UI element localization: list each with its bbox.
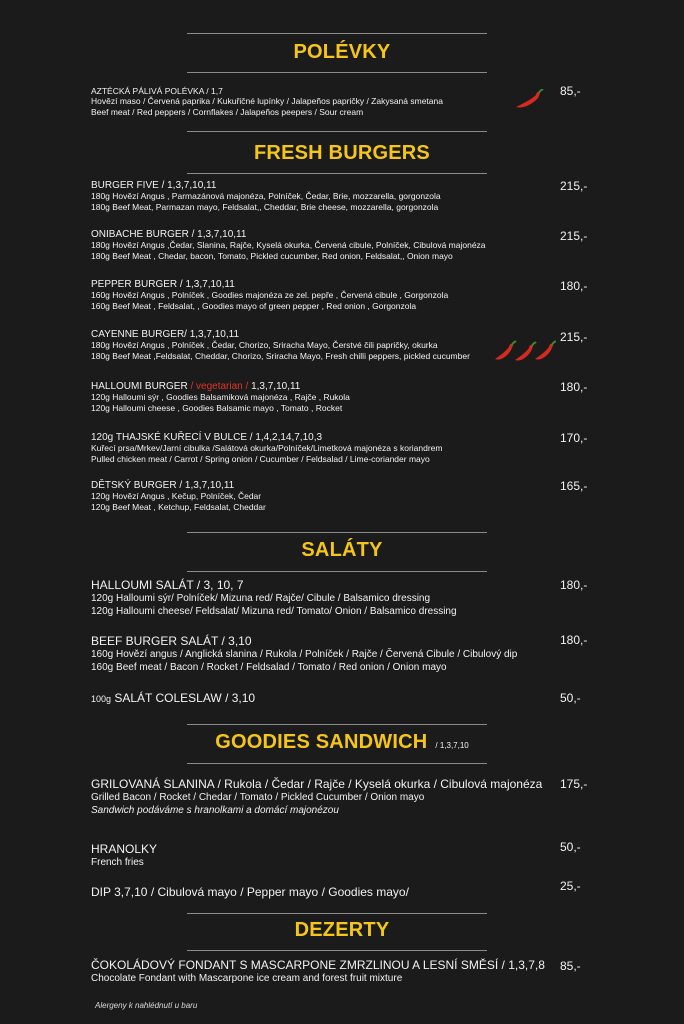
divider — [187, 72, 487, 73]
item-name: DIP 3,7,10 / Cibulová mayo / Pepper mayo / Goodies mayo/ — [91, 885, 409, 899]
menu-item — [91, 842, 551, 869]
menu-item — [91, 480, 551, 513]
item-name: ONIBACHE BURGER / 1,3,7,10,11 — [91, 229, 247, 240]
item-price: 85,- — [560, 84, 581, 98]
item-desc-en: Beef meat / Red peppers / Cornflakes / Jalapeños peepers / Sour cream — [91, 107, 364, 117]
three-chili-peppers-icon — [494, 340, 556, 366]
item-name-text: HALLOUMI BURGER — [91, 381, 188, 392]
item-name: BURGER FIVE / 1,3,7,10,11 — [91, 180, 217, 191]
menu-item — [91, 381, 551, 414]
section-allergens: / 1,3,7,10 — [435, 741, 469, 750]
section-title-burgers: FRESH BURGERS — [254, 142, 430, 164]
menu-item — [91, 279, 551, 312]
item-desc-cz: 120g Halloumi sýr/ Polníček/ Mizuna red/ Rajče/ Cibule / Balsamico dressing — [91, 593, 431, 604]
chili-pepper-icon — [514, 89, 544, 113]
menu-item — [91, 329, 551, 362]
item-price: 50,- — [560, 840, 581, 854]
item-desc-en: French fries — [91, 857, 144, 868]
item-desc-cz: Kuřecí prsa/Mrkev/Jarní cibulka /Salátová okurka/Polníček/Limetková majonéza s koriandrem — [91, 443, 443, 453]
divider — [187, 131, 487, 132]
section-title-text: GOODIES SANDWICH — [215, 731, 428, 753]
item-name: 120g THAJSKÉ KUŘECÍ V BULCE / 1,4,2,14,7,10,3 — [91, 432, 323, 443]
item-name: DĚTSKÝ BURGER / 1,3,7,10,11 — [91, 480, 235, 491]
item-desc-en: Grilled Bacon / Rocket / Chedar / Tomato / Pickled Cucumber / Onion mayo — [91, 792, 425, 803]
item-name-text: SALÁT COLESLAW / 3,10 — [111, 691, 256, 705]
item-desc-en: 120g Halloumi cheese , Goodies Balsamic mayo , Tomato , Rocket — [91, 403, 343, 413]
item-price: 165,- — [560, 479, 588, 493]
item-desc-en: 180g Beef Meat ,Feldsalat, Cheddar, Chorizo, Sriracha Mayo, Fresh chilli peppers, pickled cucumber — [91, 351, 470, 361]
menu-item — [91, 777, 551, 817]
divider — [187, 913, 487, 914]
item-note: Sandwich podáváme s hranolkami a domácí majonézou — [91, 805, 339, 816]
item-desc-cz: 120g Hovězí Angus , Kečup, Polníček, Čedar — [91, 491, 262, 501]
item-price: 85,- — [560, 959, 581, 973]
item-desc-cz: 120g Halloumi sýr , Goodies Balsamiková majonéza , Rajče , Rukola — [91, 392, 350, 402]
item-price: 175,- — [560, 777, 588, 791]
item-price: 180,- — [560, 578, 588, 592]
item-name — [91, 381, 551, 392]
item-desc-cz: 160g Hovězí angus / Anglická slanina / Rukola / Polníček / Rajče / Červená Cibule / Cibulový dip — [91, 649, 518, 660]
item-desc-en: 120g Beef Meat , Ketchup, Feldsalat, Cheddar — [91, 502, 266, 512]
section-title-salaty: SALÁTY — [301, 539, 383, 561]
item-name: HRANOLKY — [91, 842, 158, 856]
menu-item — [91, 578, 551, 618]
menu-item — [91, 86, 551, 118]
item-name: ČOKOLÁDOVÝ FONDANT S MASCARPONE ZMRZLINOU A LESNÍ SMĚSÍ / 1,3,7,8 — [91, 958, 545, 972]
item-desc-cz: Hovězí maso / Červená paprika / Kukuřičné lupínky / Jalapeños papričky / Zakysaná smetana — [91, 96, 443, 106]
item-name: GRILOVANÁ SLANINA / Rukola / Čedar / Rajče / Kyselá okurka / Cibulová majonéza — [91, 777, 543, 791]
item-allergens: 1,3,7,10,11 — [251, 381, 301, 392]
item-desc-cz: 180g Hovězí Angus , Polníček , Čedar, Chorizo, Sriracha Mayo, Čerstvé čili papričky, okurka — [91, 340, 438, 350]
section-title-polevky: POLÉVKY — [293, 41, 391, 63]
item-desc-cz: 180g Hovězí Angus , Parmazánová majonéza, Polníček, Čedar, Brie, mozzarella, gorgonzola — [91, 191, 441, 201]
item-desc-en: 120g Halloumi cheese/ Feldsalat/ Mizuna red/ Tomato/ Onion / Balsamico dressing — [91, 606, 457, 617]
item-desc-en: 180g Beef Meat , Chedar, bacon, Tomato, Pickled cucumber, Red onion, Feldsalat,, Onion mayo — [91, 251, 453, 261]
item-name — [91, 691, 551, 705]
section-title-sandwich — [0, 731, 684, 754]
item-name: AZTÉCKÁ PÁLIVÁ POLÉVKA / 1,7 — [91, 86, 223, 96]
divider — [187, 173, 487, 174]
divider — [187, 950, 487, 951]
item-name: HALLOUMI SALÁT / 3, 10, 7 — [91, 578, 244, 592]
item-name: CAYENNE BURGER/ 1,3,7,10,11 — [91, 329, 240, 340]
menu-item — [91, 958, 551, 985]
allergen-footer-note: Alergeny k nahlédnutí u baru — [95, 1001, 198, 1010]
item-price: 215,- — [560, 330, 588, 344]
item-desc-en: 160g Beef meat / Bacon / Rocket / Feldsalad / Tomato / Red onion / Onion mayo — [91, 662, 447, 673]
item-desc-cz: 180g Hovězí Angus ,Čedar, Slanina, Rajče, Kyselá okurka, Červená cibule, Polníček, Cibulová majonéza — [91, 240, 486, 250]
menu-item — [91, 180, 551, 213]
item-price: 180,- — [560, 279, 588, 293]
vegetarian-label: / vegetarian / — [187, 381, 252, 392]
item-desc-en: Pulled chicken meat / Carrot / Spring onion / Cucumber / Feldsalad / Lime-coriander mayo — [91, 454, 430, 464]
section-title-dezerty: DEZERTY — [294, 919, 390, 941]
item-price: 180,- — [560, 633, 588, 647]
divider — [187, 33, 487, 34]
divider — [187, 724, 487, 725]
divider — [187, 571, 487, 572]
item-desc-cz: 160g Hovězí Angus , Polníček , Goodies majonéza ze zel. pepře , Červená cibule , Gorgonzola — [91, 290, 449, 300]
divider — [187, 532, 487, 533]
item-desc-en: 180g Beef Meat, Parmazan mayo, Feldsalat,, Cheddar, Brie cheese, mozzarella, gorgonzola — [91, 202, 439, 212]
menu-item — [91, 634, 551, 674]
menu-item — [91, 432, 551, 465]
item-price: 25,- — [560, 879, 581, 893]
menu-item — [91, 229, 551, 262]
item-price: 215,- — [560, 179, 588, 193]
item-price: 50,- — [560, 691, 581, 705]
item-price: 180,- — [560, 380, 588, 394]
item-price: 170,- — [560, 431, 588, 445]
item-name: BEEF BURGER SALÁT / 3,10 — [91, 634, 252, 648]
menu-item — [91, 691, 551, 705]
divider — [187, 763, 487, 764]
item-desc-en: 160g Beef Meat , Feldsalat, , Goodies mayo of green pepper , Red onion , Gorgonzola — [91, 301, 417, 311]
item-price: 215,- — [560, 229, 588, 243]
item-weight: 100g — [91, 694, 112, 704]
item-name: PEPPER BURGER / 1,3,7,10,11 — [91, 279, 235, 290]
item-desc-en: Chocolate Fondant with Mascarpone ice cream and forest fruit mixture — [91, 973, 403, 984]
menu-item — [91, 885, 551, 899]
